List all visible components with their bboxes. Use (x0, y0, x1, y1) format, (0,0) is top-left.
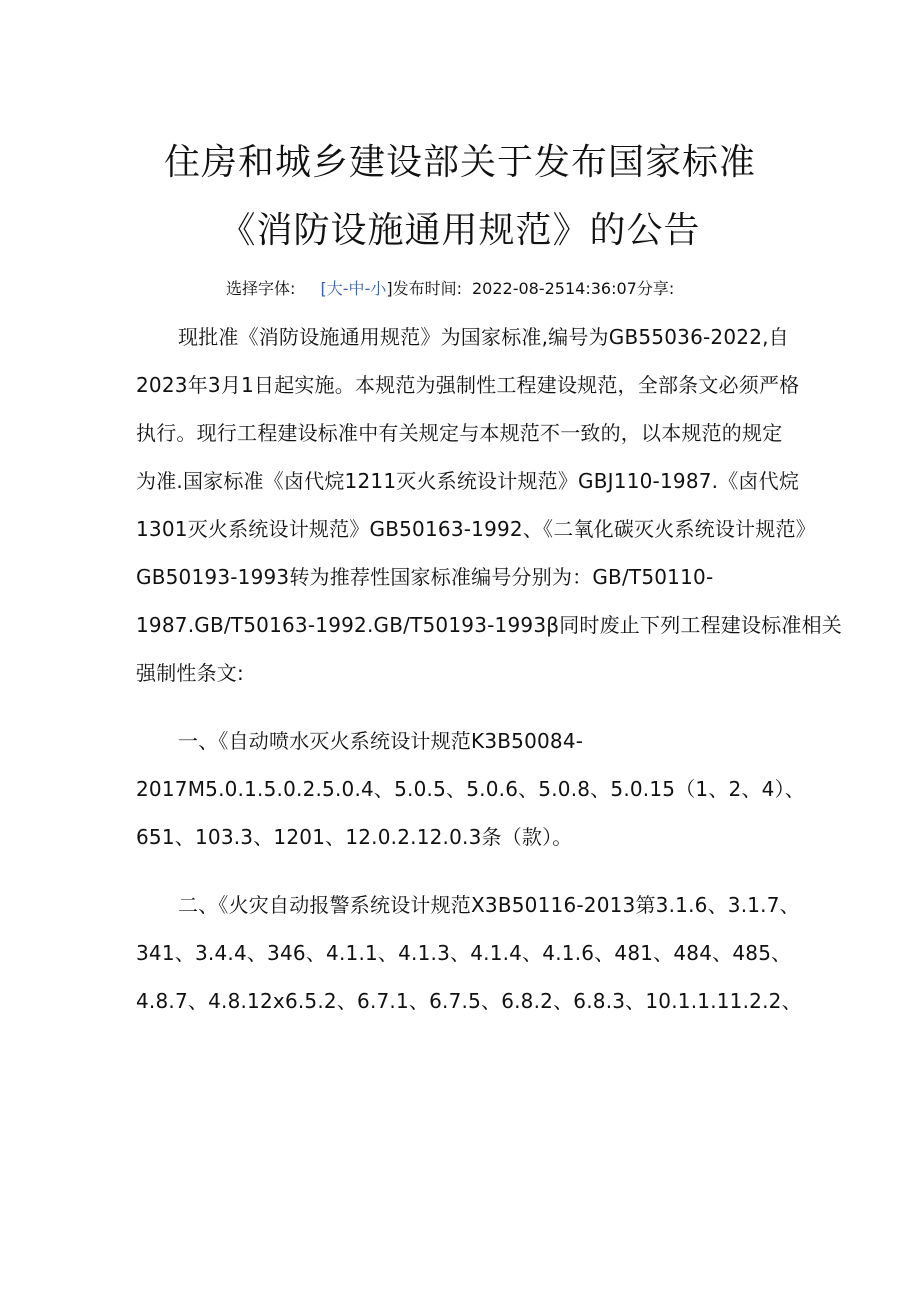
paragraph-3-line: 341、3.4.4、346、4.1.1、4.1.3、4.1.4、4.1.6、481、484、485、 (136, 941, 792, 965)
bracket-open: [ (320, 279, 327, 298)
separator: - (364, 279, 371, 298)
font-size-selector (321, 279, 387, 298)
paragraph-1-line: 执行。现行工程建设标准中有关规定与本规范不一致的，以本规范的规定 (136, 421, 783, 445)
article-meta (226, 276, 674, 299)
font-size-medium-link[interactable]: 中 (348, 279, 365, 298)
paragraph-3-line: 二、《火灾自动报警系统设计规范X3B50116-2013第3.1.6、3.1.7、 (178, 893, 800, 917)
paragraph-1-line: 1987.GB/T50163-1992.GB/T50193-1993β同时废止下列工程建设标准相关 (136, 613, 843, 637)
paragraph-1-line: 强制性条文: (136, 661, 244, 685)
font-size-large-link[interactable]: 大 (326, 279, 343, 298)
paragraph-2-line: 一、《自动喷水灭火系统设计规范K3B50084- (178, 729, 584, 753)
paragraph-1-line: 现批准《消防设施通用规范》为国家标准,编号为GB55036-2022,自 (178, 325, 789, 349)
page-title-line-1: 住房和城乡建设部关于发布国家标准 (163, 142, 756, 183)
separator: - (342, 279, 349, 298)
paragraph-2-line: 2017M5.0.1.5.0.2.5.0.4、5.0.5、5.0.6、5.0.8、5.0.15（1、2、4）、 (136, 777, 805, 801)
paragraph-3-line: 4.8.7、4.8.12x6.5.2、6.7.1、6.7.5、6.8.2、6.8.3、10.1.1.11.2.2、 (136, 989, 802, 1013)
font-size-small-link[interactable]: 小 (370, 279, 387, 298)
paragraph-1-line: 2023年3月1日起实施。本规范为强制性工程建设规范，全部条文必须严格 (136, 373, 800, 397)
publish-time: 2022-08-2514:36:07 (472, 279, 637, 298)
paragraph-1-line: 1301灭火系统设计规范》GB50163-1992、《二氧化碳灭火系统设计规范》 (136, 517, 816, 541)
paragraph-1-line: GB50193-1993转为推荐性国家标准编号分别为：GB/T50110- (136, 565, 714, 589)
page-title-line-2: 《消防设施通用规范》的公告 (219, 210, 701, 251)
publish-label: ]发布时间: (386, 279, 462, 298)
share-label: 分享: (636, 279, 675, 298)
font-select-label: 选择字体: (226, 279, 296, 298)
paragraph-2-line: 651、103.3、1201、12.0.2.12.0.3条（款）。 (136, 825, 573, 849)
paragraph-1-line: 为准.国家标准《卤代烷1211灭火系统设计规范》GBJ110-1987.《卤代烷 (136, 469, 800, 493)
